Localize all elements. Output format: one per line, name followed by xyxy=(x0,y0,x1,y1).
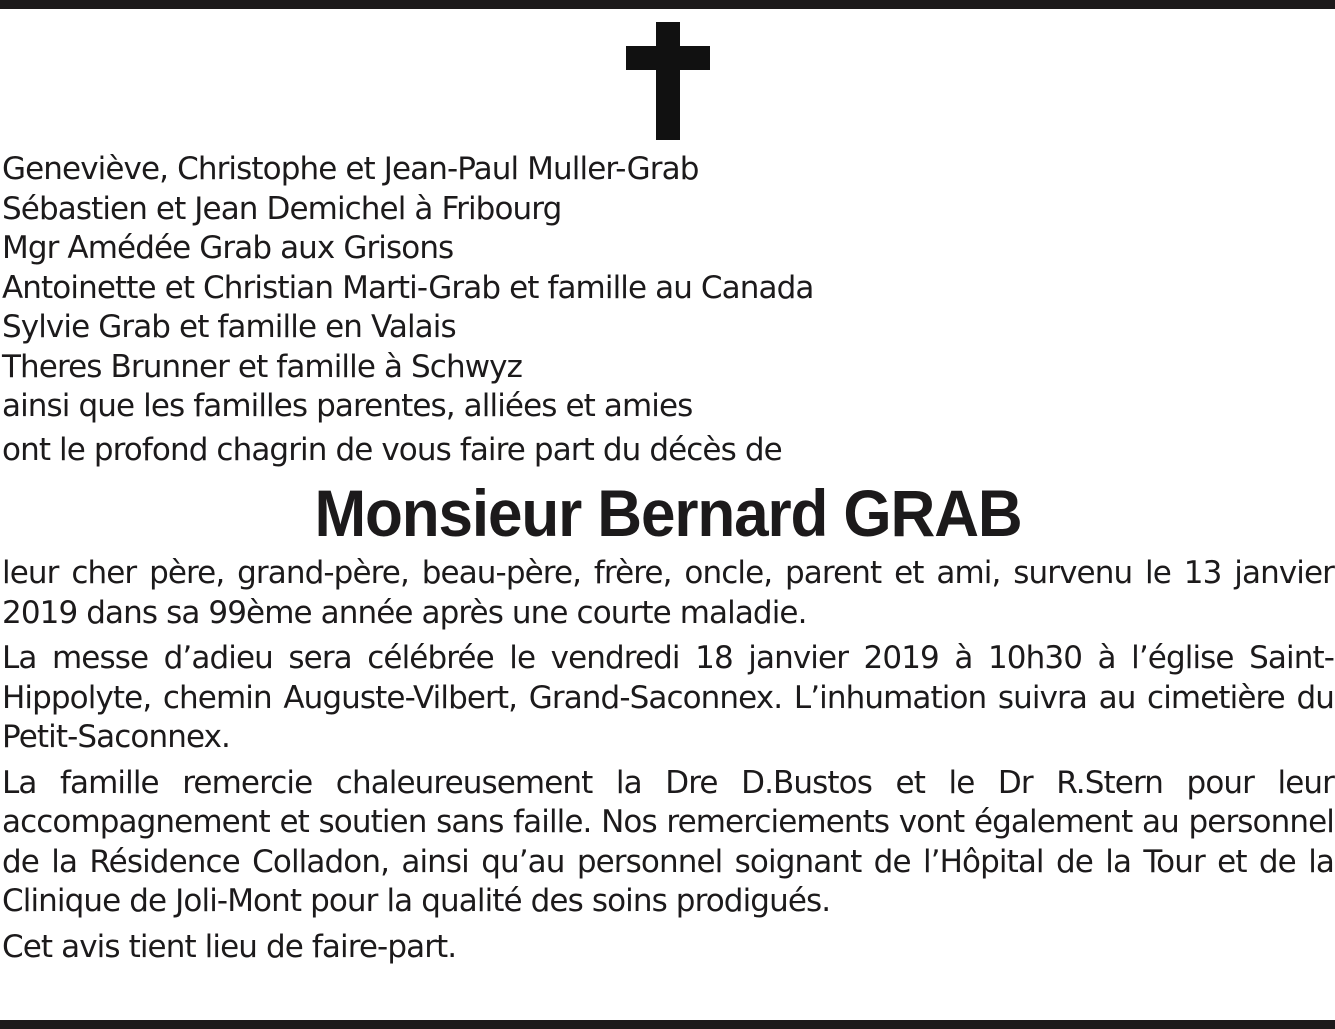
family-line: ainsi que les familles parentes, alliées et amies xyxy=(2,388,693,424)
family-list xyxy=(2,150,1334,427)
paragraph-relationship: leur cher père, grand-père, beau-père, frère, oncle, parent et ami, survenu le 13 janvier 2019 dans sa 99ème année après une courte maladie. xyxy=(2,555,1334,631)
top-border-rule xyxy=(0,0,1335,9)
family-line: Sébastien et Jean Demichel à Fribourg xyxy=(2,190,562,227)
paragraph-funeral-mass: La messe d’adieu sera célébrée le vendredi 18 janvier 2019 à 10h30 à l’église Saint-Hippolyte, chemin Auguste-Vilbert, Grand-Saconnex. L’inhumation suivra au cimetière du Petit-Saconnex. xyxy=(2,640,1334,755)
bottom-border-rule xyxy=(0,1020,1335,1029)
cross-icon xyxy=(626,22,710,140)
family-line: Geneviève, Christophe et Jean-Paul Muller-Grab xyxy=(2,151,699,187)
cross-vertical-bar xyxy=(656,22,680,140)
cross-horizontal-bar xyxy=(626,46,710,70)
closing-note: Cet avis tient lieu de faire-part. xyxy=(2,928,457,965)
family-line: Theres Brunner et famille à Schwyz xyxy=(2,348,522,385)
family-line: Antoinette et Christian Marti-Grab et famille au Canada xyxy=(2,269,814,306)
deceased-name: Monsieur Bernard GRAB xyxy=(314,476,1022,550)
paragraph-thanks: La famille remercie chaleureusement la Dre D.Bustos et le Dr R.Stern pour leur accompagnement et soutien sans faille. Nos remerciements vont également au personnel de la Résidence Colladon, ainsi qu’au personnel soignant de l’Hôpital de la Tour et de la Clinique de Joli-Mont pour la qualité des soins prodigués. xyxy=(2,764,1334,919)
announcement-intro: ont le profond chagrin de vous faire part du décès de xyxy=(2,431,782,468)
family-line: Mgr Amédée Grab aux Grisons xyxy=(2,230,454,266)
obituary-notice xyxy=(2,150,1334,967)
family-line: Sylvie Grab et famille en Valais xyxy=(2,309,456,345)
